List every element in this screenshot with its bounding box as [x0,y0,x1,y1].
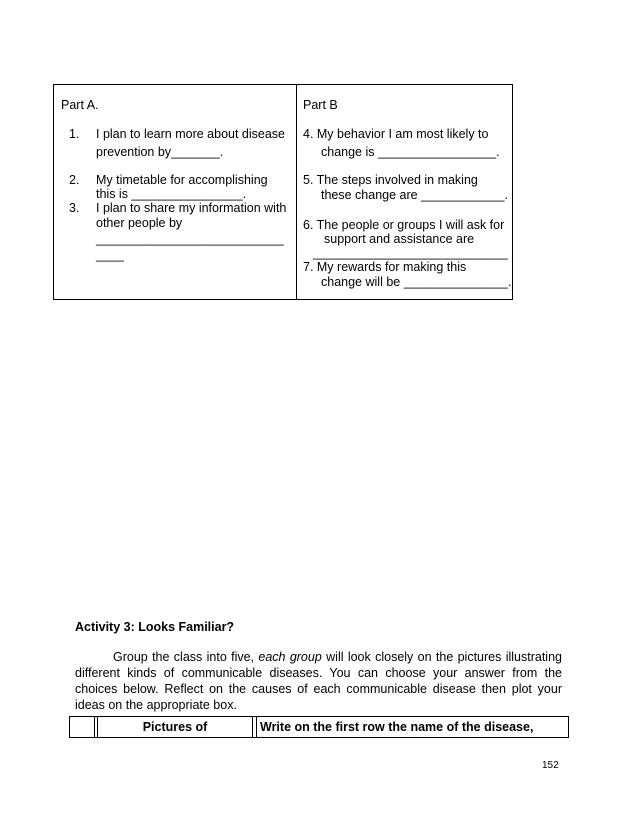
item-line: change is _________________. [321,145,500,159]
item-line: these change are ____________. [321,188,508,202]
item-line: this is ________________. [96,187,247,201]
part-a-heading: Part A. [61,98,99,112]
page-number: 152 [542,760,559,771]
item-line: I plan to share my information with [96,201,287,215]
write-column-header: Write on the first row the name of the disease, [260,720,534,734]
instructions-part-2: will look closely on the pictures illustrating different kinds of communicable diseases. You can choose your answer from the choices below. Reflect on the causes of each communicable disease then plot your ideas on the appropriate box. [75,650,562,712]
item-number: 1. [69,127,80,141]
disease-table-header [69,716,569,738]
instructions-emphasis: each group [258,650,322,664]
part-b-column [297,85,512,299]
item-number: 2. [69,173,80,187]
plan-table [53,84,513,300]
activity-title: Activity 3: Looks Familiar? [75,620,235,634]
item-line: prevention by_______. [96,145,224,159]
item-line: 7. My rewards for making this [303,260,467,274]
activity-section [75,619,562,713]
item-line: ____________________________ [313,246,508,260]
item-line: 6. The people or groups I will ask for [303,218,505,232]
part-a-column [54,85,297,299]
item-line: I plan to learn more about disease [96,127,286,141]
item-line: ___________________________ [96,232,284,246]
instructions-part-1: Group the class into five, [113,650,259,664]
item-line: 4. My behavior I am most likely to [303,127,489,141]
item-line: ____ [96,248,124,262]
item-line: 5. The steps involved in making [303,173,478,187]
item-number: 3. [69,201,80,215]
pictures-column-header: Pictures of [98,717,253,737]
item-line: change will be _______________. [321,275,512,289]
item-line: other people by [96,216,183,230]
table-blank-cell [70,717,95,737]
activity-instructions [75,649,562,713]
item-line: My timetable for accomplishing [96,173,268,187]
part-b-heading: Part B [303,98,338,112]
item-line: support and assistance are [324,232,475,246]
